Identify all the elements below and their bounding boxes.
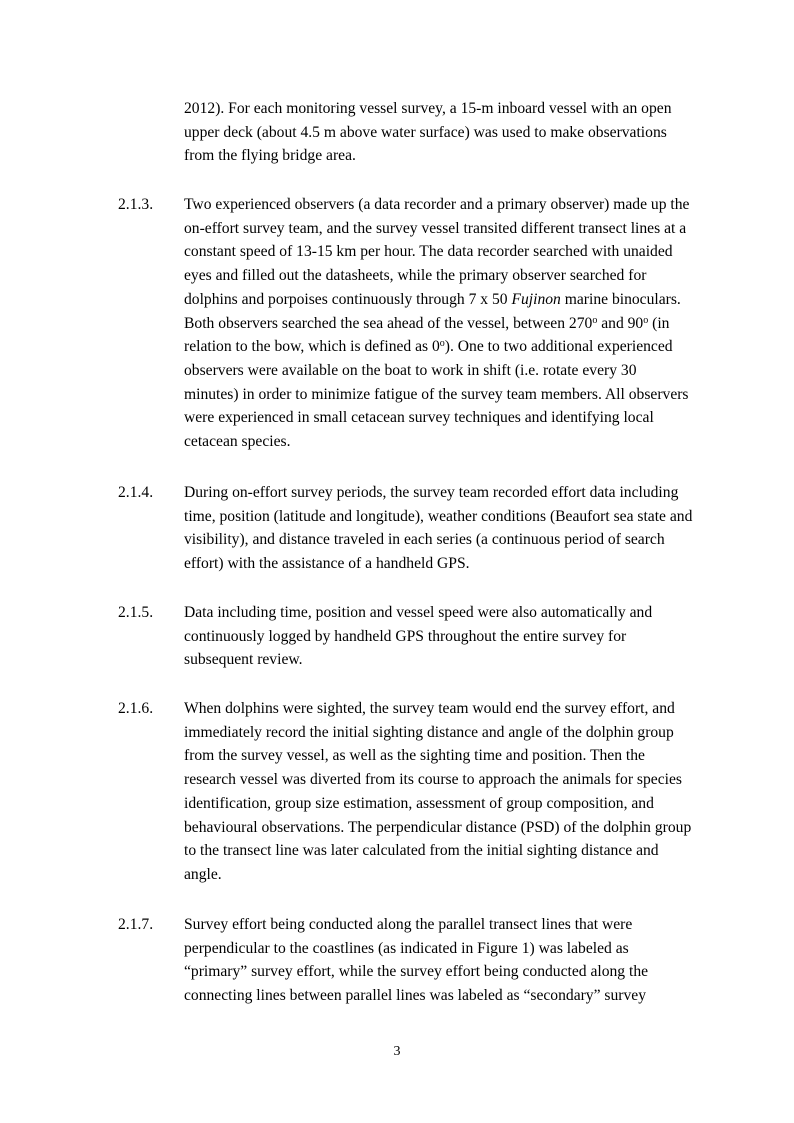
- degree-mark: o: [592, 314, 598, 326]
- section-number-2-1-6: 2.1.6.: [118, 700, 154, 717]
- degree-mark: o: [439, 338, 445, 350]
- section-number-2-1-7: 2.1.7.: [118, 916, 154, 933]
- degree-mark: o: [643, 314, 649, 326]
- paragraph-2-1-5: Data including time, position and vessel speed were also automatically and continuously logged by handheld GPS throughout the entire survey for subsequent review.: [184, 604, 653, 669]
- binocular-brand: Fujinon: [511, 290, 561, 308]
- paragraph-2-1-7: Survey effort being conducted along the parallel transect lines that were perpendicular to the coastlines (as indicated in Figure 1) was labeled as “primary” survey effort, while the survey effort being conducted along the connecting lines between parallel lines was labeled as “secondary” survey: [184, 916, 649, 1005]
- page-number: 3: [393, 1044, 401, 1059]
- section-number-2-1-4: 2.1.4.: [118, 484, 154, 501]
- paragraph-2-1-6: When dolphins were sighted, the survey team would end the survey effort, and immediately record the initial sighting distance and angle of the dolphin group from the survey vessel, as well as the sighting time and position. Then the research vessel was diverted from its course to approach the animals for species identification, group size estimation, assessment of group composition, and behavioural observations. The perpendicular distance (PSD) of the dolphin group to the transect line was later calculated from the initial sighting distance and angle.: [184, 700, 692, 883]
- paragraph-2-1-4: During on-effort survey periods, the survey team recorded effort data including time, position (latitude and longitude), weather conditions (Beaufort sea state and visibility), and distance traveled in each series (a continuous period of search effort) with the assistance of a handheld GPS.: [184, 484, 693, 573]
- section-number-2-1-5: 2.1.5.: [118, 604, 154, 621]
- paragraph-continuation: 2012). For each monitoring vessel survey, a 15-m inboard vessel with an open upper deck (about 4.5 m above water surface) was used to make observations from the flying bridge area.: [184, 100, 672, 165]
- paragraph-2-1-3: Two experienced observers (a data recorder and a primary observer) made up the on-effort survey team, and the survey vessel transited different transect lines at a constant speed of 13-15 km per hour. The data recorder searched with unaided eyes and filled out the datasheets, while the primary observer searched for dolphins and porpoises continuously through 7 x 50 Fujinon marine binoculars. Both observers searched the sea ahead of the vessel, between 270$^o$ and 90$^o$ (in relation to the bow, which is defined as 0$^o$). One to two additional experienced observers were available on the boat to work in shift (i.e. rotate every 30 minutes) in order to minimize fatigue of the survey team members. All observers were experienced in small cetacean survey techniques and identifying local cetacean species.: [184, 196, 690, 451]
- section-number-2-1-3: 2.1.3.: [118, 196, 154, 213]
